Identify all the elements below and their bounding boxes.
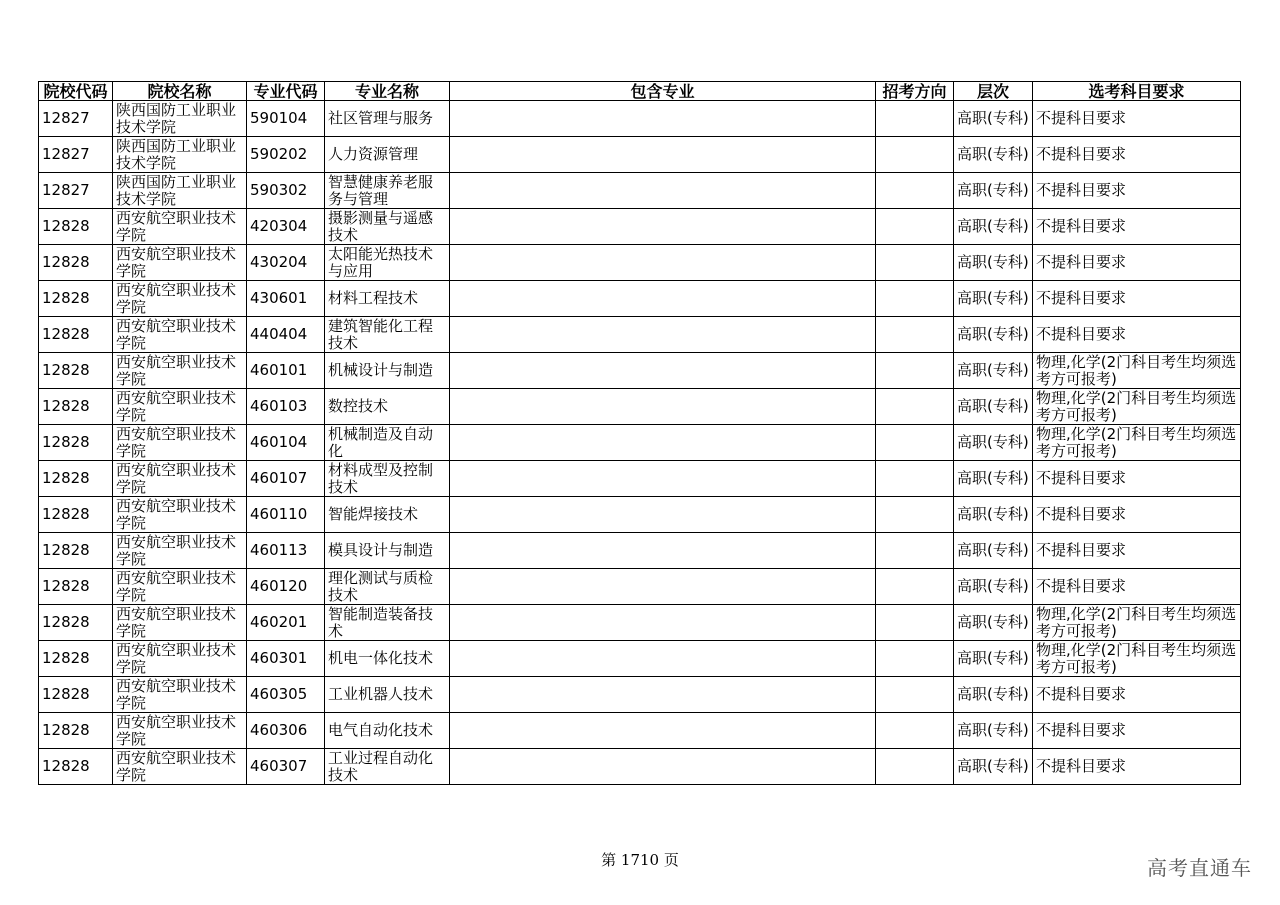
cell-school-code: 12828 xyxy=(39,605,113,641)
cell-school-code: 12828 xyxy=(39,677,113,713)
cell-school-code: 12828 xyxy=(39,569,113,605)
header-requirement: 选考科目要求 xyxy=(1033,82,1241,101)
table-row xyxy=(39,713,1241,749)
cell-direction xyxy=(876,533,954,569)
table-row xyxy=(39,461,1241,497)
table-body xyxy=(39,101,1241,785)
cell-requirement: 不提科目要求 xyxy=(1033,713,1241,749)
cell-direction xyxy=(876,245,954,281)
cell-school-code: 12828 xyxy=(39,245,113,281)
cell-included-majors xyxy=(450,173,876,209)
cell-included-majors xyxy=(450,461,876,497)
cell-major-code: 460307 xyxy=(247,749,325,785)
cell-school-code: 12828 xyxy=(39,317,113,353)
cell-included-majors xyxy=(450,389,876,425)
cell-school-name: 西安航空职业技术学院 xyxy=(113,245,247,281)
cell-level: 高职(专科) xyxy=(954,353,1033,389)
cell-school-name: 西安航空职业技术学院 xyxy=(113,209,247,245)
cell-level: 高职(专科) xyxy=(954,209,1033,245)
cell-school-code: 12828 xyxy=(39,461,113,497)
cell-requirement: 不提科目要求 xyxy=(1033,749,1241,785)
table-row xyxy=(39,317,1241,353)
table-row xyxy=(39,605,1241,641)
cell-direction xyxy=(876,641,954,677)
cell-requirement: 物理,化学(2门科目考生均须选考方可报考) xyxy=(1033,389,1241,425)
cell-school-name: 西安航空职业技术学院 xyxy=(113,389,247,425)
cell-requirement: 不提科目要求 xyxy=(1033,173,1241,209)
cell-level: 高职(专科) xyxy=(954,173,1033,209)
table-row xyxy=(39,533,1241,569)
cell-major-code: 440404 xyxy=(247,317,325,353)
cell-requirement: 不提科目要求 xyxy=(1033,461,1241,497)
cell-level: 高职(专科) xyxy=(954,281,1033,317)
cell-level: 高职(专科) xyxy=(954,461,1033,497)
cell-school-code: 12828 xyxy=(39,713,113,749)
cell-direction xyxy=(876,497,954,533)
cell-major-code: 430204 xyxy=(247,245,325,281)
cell-level: 高职(专科) xyxy=(954,533,1033,569)
cell-included-majors xyxy=(450,353,876,389)
cell-school-name: 西安航空职业技术学院 xyxy=(113,425,247,461)
table-row xyxy=(39,425,1241,461)
cell-school-code: 12827 xyxy=(39,137,113,173)
cell-direction xyxy=(876,425,954,461)
cell-included-majors xyxy=(450,713,876,749)
cell-direction xyxy=(876,317,954,353)
cell-school-name: 西安航空职业技术学院 xyxy=(113,317,247,353)
cell-major-name: 理化测试与质检技术 xyxy=(325,569,450,605)
cell-direction xyxy=(876,713,954,749)
cell-requirement: 不提科目要求 xyxy=(1033,317,1241,353)
cell-included-majors xyxy=(450,749,876,785)
page-number: 第 1710 页 xyxy=(601,851,679,869)
cell-major-code: 460107 xyxy=(247,461,325,497)
cell-direction xyxy=(876,569,954,605)
cell-level: 高职(专科) xyxy=(954,641,1033,677)
cell-major-code: 460103 xyxy=(247,389,325,425)
header-school-name: 院校名称 xyxy=(113,82,247,101)
cell-requirement: 不提科目要求 xyxy=(1033,533,1241,569)
cell-major-name: 智能制造装备技术 xyxy=(325,605,450,641)
cell-level: 高职(专科) xyxy=(954,677,1033,713)
cell-included-majors xyxy=(450,209,876,245)
cell-included-majors xyxy=(450,641,876,677)
cell-major-name: 智慧健康养老服务与管理 xyxy=(325,173,450,209)
table-row xyxy=(39,101,1241,137)
header-included-majors: 包含专业 xyxy=(450,82,876,101)
cell-major-name: 社区管理与服务 xyxy=(325,101,450,137)
cell-requirement: 不提科目要求 xyxy=(1033,209,1241,245)
cell-included-majors xyxy=(450,425,876,461)
cell-requirement: 不提科目要求 xyxy=(1033,569,1241,605)
cell-major-name: 材料成型及控制技术 xyxy=(325,461,450,497)
cell-direction xyxy=(876,101,954,137)
cell-major-name: 数控技术 xyxy=(325,389,450,425)
cell-level: 高职(专科) xyxy=(954,497,1033,533)
cell-requirement: 不提科目要求 xyxy=(1033,101,1241,137)
cell-direction xyxy=(876,677,954,713)
cell-school-code: 12828 xyxy=(39,353,113,389)
table-row xyxy=(39,569,1241,605)
cell-level: 高职(专科) xyxy=(954,137,1033,173)
cell-direction xyxy=(876,173,954,209)
cell-included-majors xyxy=(450,605,876,641)
cell-school-name: 西安航空职业技术学院 xyxy=(113,461,247,497)
table-row xyxy=(39,209,1241,245)
cell-included-majors xyxy=(450,281,876,317)
cell-requirement: 不提科目要求 xyxy=(1033,137,1241,173)
table-row xyxy=(39,173,1241,209)
cell-requirement: 物理,化学(2门科目考生均须选考方可报考) xyxy=(1033,641,1241,677)
header-major-code: 专业代码 xyxy=(247,82,325,101)
cell-included-majors xyxy=(450,101,876,137)
cell-level: 高职(专科) xyxy=(954,101,1033,137)
cell-school-code: 12827 xyxy=(39,173,113,209)
cell-major-name: 太阳能光热技术与应用 xyxy=(325,245,450,281)
cell-major-code: 430601 xyxy=(247,281,325,317)
cell-major-code: 460120 xyxy=(247,569,325,605)
cell-included-majors xyxy=(450,533,876,569)
table-row xyxy=(39,281,1241,317)
cell-direction xyxy=(876,137,954,173)
cell-school-name: 西安航空职业技术学院 xyxy=(113,569,247,605)
cell-requirement: 物理,化学(2门科目考生均须选考方可报考) xyxy=(1033,353,1241,389)
cell-school-name: 西安航空职业技术学院 xyxy=(113,497,247,533)
cell-included-majors xyxy=(450,245,876,281)
cell-major-code: 460110 xyxy=(247,497,325,533)
cell-direction xyxy=(876,281,954,317)
cell-school-code: 12828 xyxy=(39,497,113,533)
cell-school-name: 西安航空职业技术学院 xyxy=(113,641,247,677)
table-row xyxy=(39,677,1241,713)
cell-school-code: 12827 xyxy=(39,101,113,137)
cell-major-name: 工业机器人技术 xyxy=(325,677,450,713)
table-row xyxy=(39,389,1241,425)
cell-direction xyxy=(876,209,954,245)
cell-school-code: 12828 xyxy=(39,749,113,785)
cell-level: 高职(专科) xyxy=(954,389,1033,425)
cell-included-majors xyxy=(450,497,876,533)
header-row xyxy=(39,82,1241,101)
header-direction: 招考方向 xyxy=(876,82,954,101)
cell-level: 高职(专科) xyxy=(954,605,1033,641)
cell-level: 高职(专科) xyxy=(954,749,1033,785)
cell-major-name: 模具设计与制造 xyxy=(325,533,450,569)
cell-requirement: 不提科目要求 xyxy=(1033,281,1241,317)
cell-major-name: 电气自动化技术 xyxy=(325,713,450,749)
header-level: 层次 xyxy=(954,82,1033,101)
cell-included-majors xyxy=(450,137,876,173)
cell-requirement: 不提科目要求 xyxy=(1033,677,1241,713)
header-school-code: 院校代码 xyxy=(39,82,113,101)
cell-level: 高职(专科) xyxy=(954,569,1033,605)
cell-school-name: 陕西国防工业职业技术学院 xyxy=(113,101,247,137)
cell-school-code: 12828 xyxy=(39,641,113,677)
cell-direction xyxy=(876,605,954,641)
cell-school-name: 陕西国防工业职业技术学院 xyxy=(113,173,247,209)
cell-requirement: 物理,化学(2门科目考生均须选考方可报考) xyxy=(1033,605,1241,641)
cell-school-name: 西安航空职业技术学院 xyxy=(113,749,247,785)
cell-major-code: 460201 xyxy=(247,605,325,641)
cell-major-code: 590104 xyxy=(247,101,325,137)
cell-level: 高职(专科) xyxy=(954,425,1033,461)
cell-major-name: 材料工程技术 xyxy=(325,281,450,317)
cell-level: 高职(专科) xyxy=(954,317,1033,353)
cell-requirement: 不提科目要求 xyxy=(1033,497,1241,533)
cell-major-code: 590302 xyxy=(247,173,325,209)
cell-included-majors xyxy=(450,569,876,605)
cell-major-code: 460101 xyxy=(247,353,325,389)
cell-major-name: 机电一体化技术 xyxy=(325,641,450,677)
cell-school-name: 西安航空职业技术学院 xyxy=(113,281,247,317)
cell-school-name: 西安航空职业技术学院 xyxy=(113,533,247,569)
table-row xyxy=(39,137,1241,173)
cell-direction xyxy=(876,389,954,425)
cell-direction xyxy=(876,461,954,497)
cell-included-majors xyxy=(450,677,876,713)
table-row xyxy=(39,353,1241,389)
cell-level: 高职(专科) xyxy=(954,245,1033,281)
cell-school-code: 12828 xyxy=(39,281,113,317)
header-major-name: 专业名称 xyxy=(325,82,450,101)
cell-major-name: 摄影测量与遥感技术 xyxy=(325,209,450,245)
cell-school-code: 12828 xyxy=(39,533,113,569)
table-row xyxy=(39,641,1241,677)
cell-school-name: 西安航空职业技术学院 xyxy=(113,713,247,749)
cell-school-code: 12828 xyxy=(39,209,113,245)
cell-requirement: 物理,化学(2门科目考生均须选考方可报考) xyxy=(1033,425,1241,461)
cell-major-name: 机械制造及自动化 xyxy=(325,425,450,461)
cell-school-code: 12828 xyxy=(39,389,113,425)
cell-requirement: 不提科目要求 xyxy=(1033,245,1241,281)
table-row xyxy=(39,497,1241,533)
cell-major-name: 人力资源管理 xyxy=(325,137,450,173)
cell-major-name: 机械设计与制造 xyxy=(325,353,450,389)
admissions-table xyxy=(38,81,1241,785)
cell-major-code: 460305 xyxy=(247,677,325,713)
cell-major-code: 590202 xyxy=(247,137,325,173)
cell-major-code: 460301 xyxy=(247,641,325,677)
cell-direction xyxy=(876,353,954,389)
cell-school-name: 陕西国防工业职业技术学院 xyxy=(113,137,247,173)
cell-direction xyxy=(876,749,954,785)
cell-major-name: 工业过程自动化技术 xyxy=(325,749,450,785)
cell-major-name: 建筑智能化工程技术 xyxy=(325,317,450,353)
cell-major-name: 智能焊接技术 xyxy=(325,497,450,533)
cell-included-majors xyxy=(450,317,876,353)
watermark: 高考直通车 xyxy=(1147,856,1252,880)
cell-major-code: 460306 xyxy=(247,713,325,749)
cell-school-name: 西安航空职业技术学院 xyxy=(113,353,247,389)
cell-level: 高职(专科) xyxy=(954,713,1033,749)
cell-school-name: 西安航空职业技术学院 xyxy=(113,605,247,641)
table-row xyxy=(39,245,1241,281)
cell-major-code: 420304 xyxy=(247,209,325,245)
cell-major-code: 460104 xyxy=(247,425,325,461)
table-row xyxy=(39,749,1241,785)
cell-major-code: 460113 xyxy=(247,533,325,569)
cell-school-name: 西安航空职业技术学院 xyxy=(113,677,247,713)
cell-school-code: 12828 xyxy=(39,425,113,461)
